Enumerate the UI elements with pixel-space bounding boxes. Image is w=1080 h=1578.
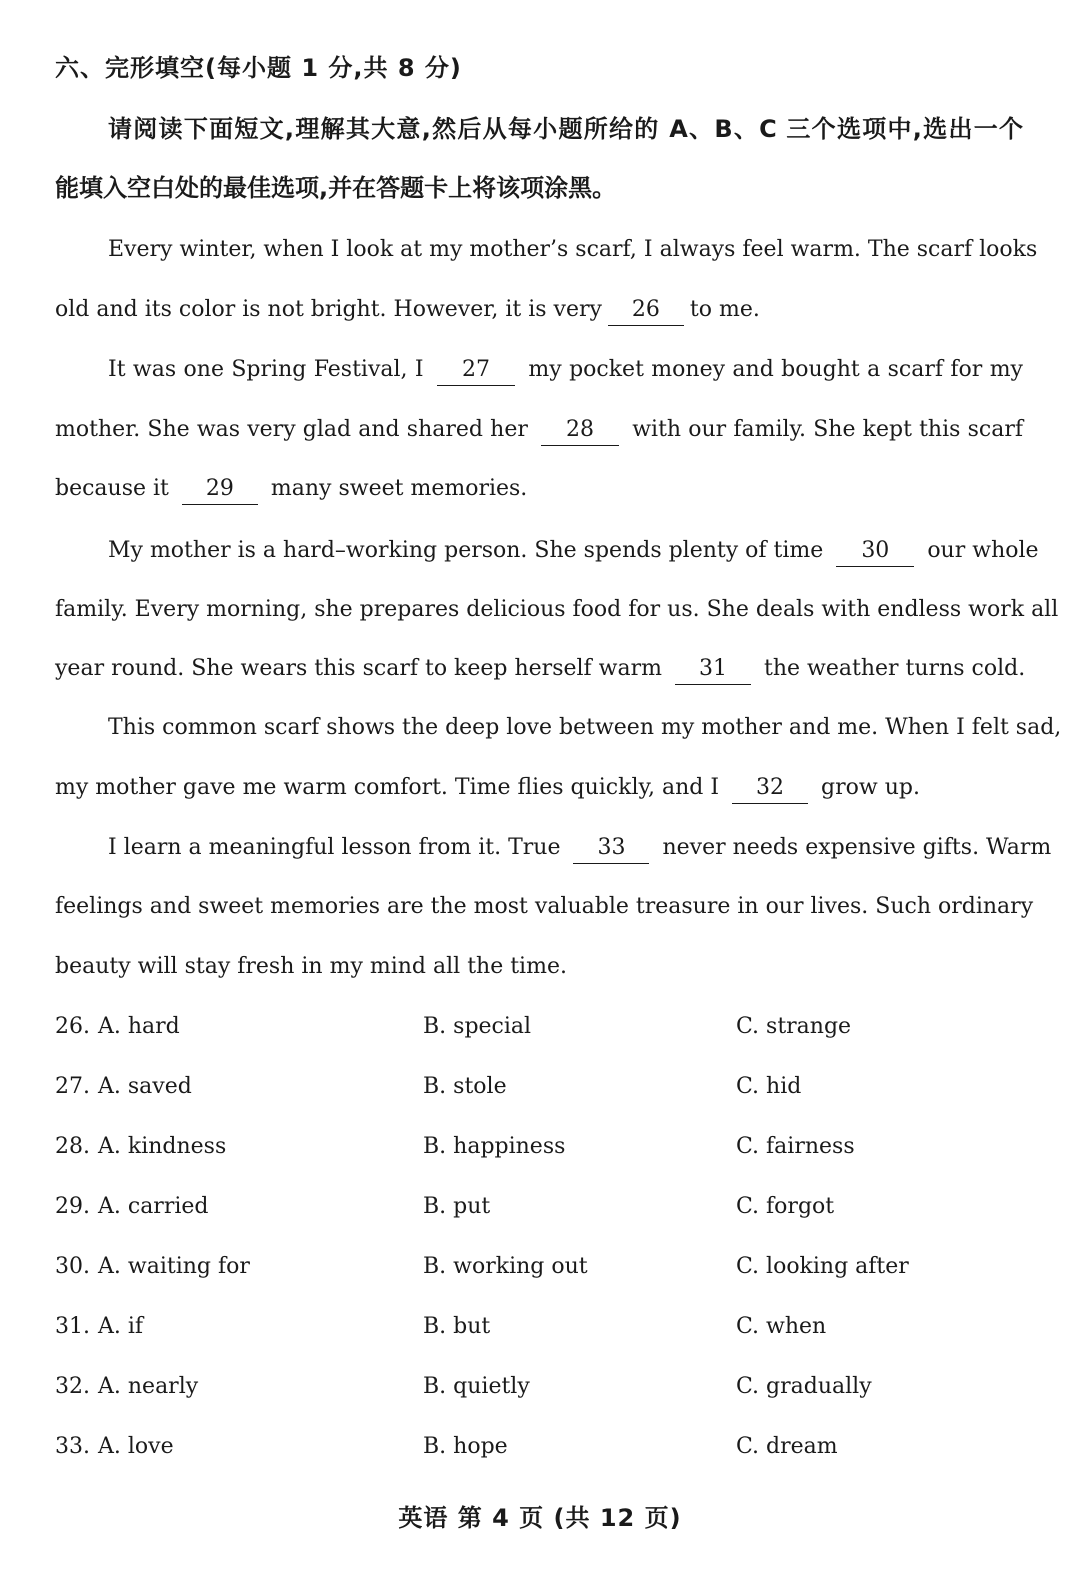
passage-line (108, 350, 1023, 390)
passage-line (55, 410, 1023, 450)
passage-line: Every winter, when I look at my mother’s scarf, I always feel warm. The scarf looks (108, 237, 1038, 262)
passage-text: grow up. (821, 775, 920, 800)
passage-text: with our family. She kept this scarf (632, 417, 1023, 442)
question-row (55, 1427, 1023, 1467)
option-c: C. forgot (736, 1194, 835, 1219)
blank-26: 26 (608, 295, 684, 326)
instruction-line-1: 请阅读下面短文,理解其大意,然后从每小题所给的 A、B、C 三个选项中,选出一个 (108, 115, 1023, 143)
passage-line: feelings and sweet memories are the most valuable treasure in our lives. Such ordinary (55, 894, 1034, 919)
passage-line (108, 828, 1052, 868)
passage-text: to me. (689, 297, 760, 322)
option-a: A. kindness (98, 1134, 227, 1159)
blank-28: 28 (541, 415, 619, 446)
passage-text: old and its color is not bright. However, it is very (55, 297, 602, 322)
option-b: B. but (423, 1314, 491, 1339)
passage-text: My mother is a hard–working person. She spends plenty of time (108, 538, 824, 563)
blank-27: 27 (437, 355, 515, 386)
option-c: C. dream (736, 1434, 838, 1459)
option-a: A. saved (98, 1074, 192, 1099)
blank-31: 31 (675, 654, 751, 685)
question-row (55, 1367, 1023, 1407)
passage-line (55, 649, 1026, 689)
blank-29: 29 (182, 474, 258, 505)
instruction-line-2: 能填入空白处的最佳选项,并在答题卡上将该项涂黑。 (55, 174, 617, 202)
passage-text: year round. She wears this scarf to keep herself warm (55, 656, 663, 681)
passage-text: mother. She was very glad and shared her (55, 417, 528, 442)
question-number: 30. (55, 1254, 90, 1279)
option-c: C. fairness (736, 1134, 855, 1159)
option-a: A. carried (98, 1194, 209, 1219)
question-number: 29. (55, 1194, 90, 1219)
page-footer: 英语 第 4 页 (共 12 页) (398, 1504, 682, 1532)
question-row (55, 1307, 1023, 1347)
question-row (55, 1247, 1023, 1287)
passage-line (108, 531, 1039, 571)
passage-text: my mother gave me warm comfort. Time flies quickly, and I (55, 775, 720, 800)
blank-33: 33 (573, 833, 649, 864)
passage-line (55, 469, 1023, 509)
passage-line: This common scarf shows the deep love between my mother and me. When I felt sad, (108, 715, 1062, 740)
passage-text: I learn a meaningful lesson from it. True (108, 835, 561, 860)
blank-32: 32 (732, 773, 808, 804)
option-a: A. love (98, 1434, 174, 1459)
option-b: B. working out (423, 1254, 588, 1279)
question-number: 27. (55, 1074, 90, 1099)
question-number: 26. (55, 1014, 90, 1039)
passage-line: family. Every morning, she prepares delicious food for us. She deals with endless work all (55, 597, 1059, 622)
passage-line (55, 290, 1023, 330)
option-b: B. special (423, 1014, 532, 1039)
option-b: B. quietly (423, 1374, 530, 1399)
question-row (55, 1007, 1023, 1047)
passage-line: beauty will stay fresh in my mind all the time. (55, 954, 567, 979)
option-a: A. waiting for (98, 1254, 250, 1279)
option-a: A. nearly (98, 1374, 199, 1399)
option-b: B. put (423, 1194, 491, 1219)
option-c: C. hid (736, 1074, 802, 1099)
passage-text: the weather turns cold. (764, 656, 1026, 681)
question-number: 28. (55, 1134, 90, 1159)
option-b: B. stole (423, 1074, 507, 1099)
question-row (55, 1127, 1023, 1167)
question-row (55, 1067, 1023, 1107)
question-number: 31. (55, 1314, 90, 1339)
option-b: B. happiness (423, 1134, 566, 1159)
option-b: B. hope (423, 1434, 508, 1459)
question-number: 33. (55, 1434, 90, 1459)
question-number: 32. (55, 1374, 90, 1399)
passage-text: never needs expensive gifts. Warm (662, 835, 1052, 860)
blank-30: 30 (836, 536, 914, 567)
option-a: A. hard (98, 1014, 180, 1039)
section-title: 六、完形填空(每小题 1 分,共 8 分) (55, 54, 462, 82)
option-c: C. looking after (736, 1254, 909, 1279)
option-a: A. if (98, 1314, 144, 1339)
passage-line (55, 768, 1023, 808)
option-c: C. gradually (736, 1374, 872, 1399)
passage-text: It was one Spring Festival, I (108, 357, 424, 382)
passage-text: many sweet memories. (270, 476, 528, 501)
option-c: C. strange (736, 1014, 852, 1039)
passage-text: our whole (927, 538, 1039, 563)
passage-text: my pocket money and bought a scarf for my (528, 357, 1023, 382)
passage-text: because it (55, 476, 169, 501)
question-row (55, 1187, 1023, 1227)
option-c: C. when (736, 1314, 827, 1339)
